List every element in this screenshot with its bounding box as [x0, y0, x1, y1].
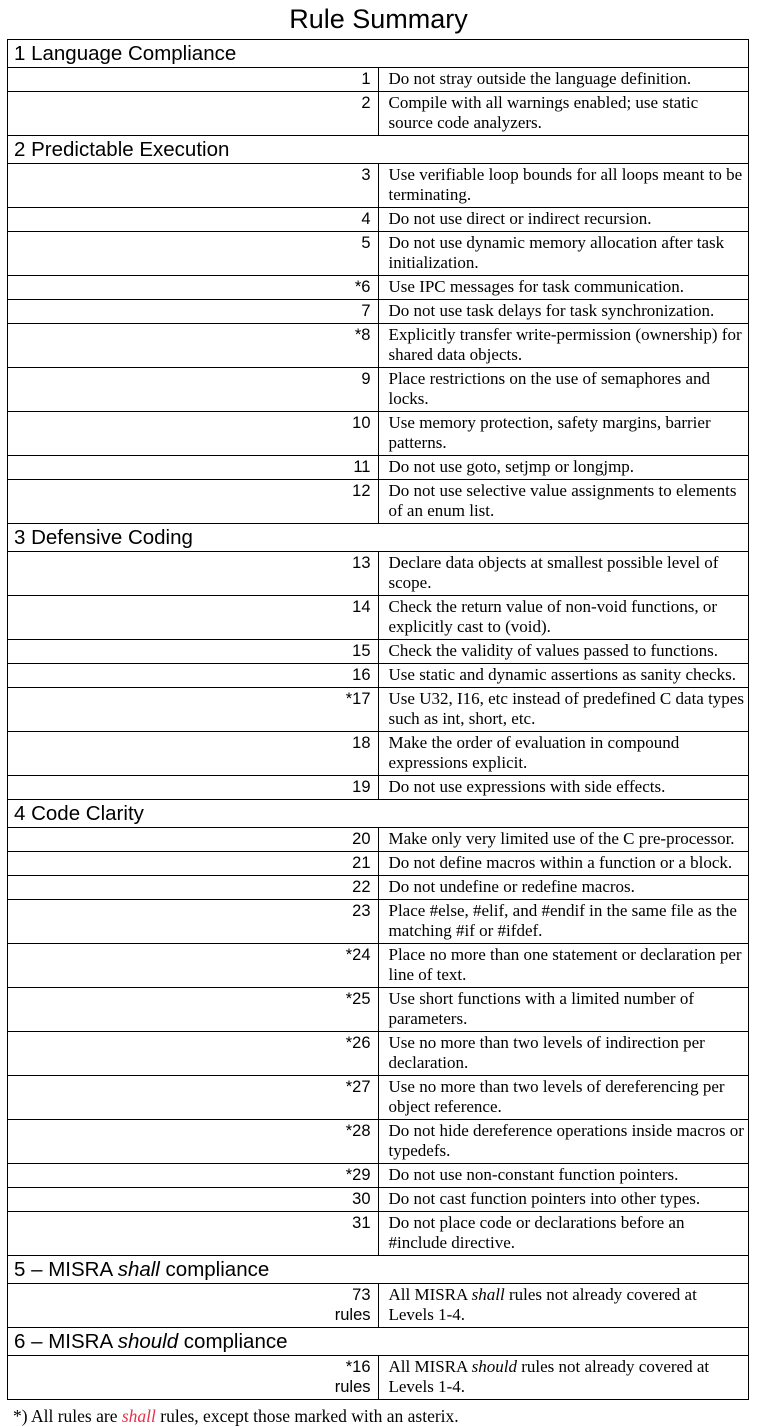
rule-text-cell	[378, 208, 749, 232]
rule-text-cell	[378, 1188, 749, 1212]
rule-text: Check the validity of values passed to functions.	[388, 641, 719, 660]
rule-number: *17	[345, 690, 371, 708]
rule-text: Do not use task delays for task synchronization.	[388, 301, 715, 320]
rule-number: *26	[345, 1034, 371, 1052]
rule-row	[8, 596, 749, 640]
rule-number: 16	[352, 666, 371, 684]
page-title: Rule Summary	[289, 4, 468, 34]
rule-number-cell	[8, 1164, 379, 1188]
rule-row	[8, 688, 749, 732]
rule-text-cell	[378, 276, 749, 300]
rule-number: 7	[361, 302, 371, 320]
rule-table-body	[8, 40, 749, 1400]
rule-text-cell	[378, 640, 749, 664]
rule-text: Place no more than one statement or declaration per line of text.	[388, 945, 742, 984]
section-header-label: 2 Predictable Execution	[14, 138, 230, 161]
rule-number: 23	[352, 902, 371, 920]
rule-text-cell	[378, 852, 749, 876]
rule-number-cell	[8, 552, 379, 596]
rule-number: 9	[361, 370, 371, 388]
section-header	[8, 524, 749, 552]
rule-number-cell	[8, 1032, 379, 1076]
rule-text-cell	[378, 68, 749, 92]
rule-number-cell	[8, 664, 379, 688]
rule-row	[8, 1120, 749, 1164]
rule-row	[8, 1188, 749, 1212]
rule-row	[8, 1284, 749, 1328]
section-header	[8, 1256, 749, 1284]
rule-number-cell	[8, 1356, 379, 1400]
rule-row	[8, 1212, 749, 1256]
rule-text: Check the return value of non-void functions, or explicitly cast to (void).	[388, 597, 718, 636]
rule-text: Do not use goto, setjmp or longjmp.	[388, 457, 635, 476]
rule-text: Do not define macros within a function or a block.	[388, 853, 733, 872]
rule-text: Use static and dynamic assertions as sanity checks.	[388, 665, 736, 684]
rule-number-cell	[8, 232, 379, 276]
rule-number-cell	[8, 1076, 379, 1120]
footnote	[13, 1406, 757, 1427]
section-header-row	[8, 40, 749, 68]
rule-number: 12	[352, 482, 371, 500]
rule-text: Do not use selective value assignments to elements of an enum list.	[388, 481, 737, 520]
rule-number-cell	[8, 1284, 379, 1328]
rule-text-post: rules not already covered at Levels 1-4.	[388, 1357, 710, 1396]
rule-number: 22	[352, 878, 371, 896]
rule-text: Compile with all warnings enabled; use static source code analyzers.	[388, 93, 699, 132]
rule-row	[8, 480, 749, 524]
rule-row	[8, 92, 749, 136]
section-header-label: 6 – MISRA	[14, 1330, 118, 1353]
rule-row	[8, 944, 749, 988]
rule-text-cell	[378, 876, 749, 900]
rule-number: 10	[352, 414, 371, 432]
rule-number-cell	[8, 732, 379, 776]
footnote-text-post: rules, except those marked with an asterix.	[155, 1406, 459, 1426]
rule-text-italic: should	[471, 1357, 517, 1376]
rule-number-cell	[8, 68, 379, 92]
rule-text: All MISRA	[388, 1357, 472, 1376]
rule-number-cell	[8, 688, 379, 732]
rule-text: Use no more than two levels of indirection per declaration.	[388, 1033, 705, 1072]
rule-number-unit: rules	[334, 1378, 371, 1396]
rule-text: Explicitly transfer write-permission (ownership) for shared data objects.	[388, 325, 742, 364]
rule-text: All MISRA	[388, 1285, 472, 1304]
rule-text-cell	[378, 688, 749, 732]
rule-text: Place restrictions on the use of semaphores and locks.	[388, 369, 710, 408]
section-header-label-italic: should	[117, 1330, 179, 1353]
rule-text: Use memory protection, safety margins, barrier patterns.	[388, 413, 711, 452]
rule-number-cell	[8, 852, 379, 876]
rule-number: 31	[352, 1214, 371, 1232]
rule-text-cell	[378, 480, 749, 524]
rule-text: Do not cast function pointers into other types.	[388, 1189, 701, 1208]
rule-text-cell	[378, 1164, 749, 1188]
rule-text: Place #else, #elif, and #endif in the same file as the matching #if or #ifdef.	[388, 901, 737, 940]
rule-text: Make only very limited use of the C pre-processor.	[388, 829, 735, 848]
rule-text-cell	[378, 732, 749, 776]
rule-text-cell	[378, 988, 749, 1032]
rule-row	[8, 324, 749, 368]
rule-text: Use IPC messages for task communication.	[388, 277, 685, 296]
rule-number-cell	[8, 208, 379, 232]
rule-number-cell	[8, 900, 379, 944]
rule-text-cell	[378, 232, 749, 276]
rule-number: 2	[361, 94, 371, 112]
rule-row	[8, 412, 749, 456]
rule-number-cell	[8, 456, 379, 480]
rule-number-cell	[8, 1120, 379, 1164]
footnote-text-pre: *) All rules are	[13, 1406, 122, 1426]
rule-row	[8, 368, 749, 412]
rule-number-cell	[8, 596, 379, 640]
rule-number: 1	[361, 70, 371, 88]
rule-number: 4	[361, 210, 371, 228]
rule-text-post: rules not already covered at Levels 1-4.	[388, 1285, 697, 1324]
rule-text-cell	[378, 900, 749, 944]
rule-text-cell	[378, 1212, 749, 1256]
rule-row	[8, 776, 749, 800]
rule-text: Do not hide dereference operations inside macros or typedefs.	[388, 1121, 744, 1160]
rule-number-cell	[8, 776, 379, 800]
rule-number-cell	[8, 480, 379, 524]
rule-row	[8, 1032, 749, 1076]
rule-number-cell	[8, 1188, 379, 1212]
rule-text-cell	[378, 324, 749, 368]
rule-number: *8	[354, 326, 371, 344]
rule-row	[8, 1356, 749, 1400]
rule-number-cell	[8, 276, 379, 300]
rule-number: 13	[352, 554, 371, 572]
rule-row	[8, 232, 749, 276]
rule-number: 15	[352, 642, 371, 660]
section-header	[8, 40, 749, 68]
rule-row	[8, 852, 749, 876]
rule-text-cell	[378, 596, 749, 640]
rule-number: 30	[352, 1190, 371, 1208]
rule-number-cell	[8, 944, 379, 988]
section-header	[8, 800, 749, 828]
rule-text: Do not use non-constant function pointers.	[388, 1165, 679, 1184]
rule-text: Use verifiable loop bounds for all loops meant to be terminating.	[388, 165, 743, 204]
rule-text: Do not place code or declarations before an #include directive.	[388, 1213, 685, 1252]
rule-number: 3	[361, 166, 371, 184]
rule-number: *28	[345, 1122, 371, 1140]
rule-row	[8, 208, 749, 232]
rule-number-cell	[8, 412, 379, 456]
rule-text-cell	[378, 412, 749, 456]
rule-row	[8, 456, 749, 480]
rule-text-cell	[378, 664, 749, 688]
rule-text-cell	[378, 1120, 749, 1164]
rule-text: Do not use dynamic memory allocation after task initialization.	[388, 233, 725, 272]
rule-text-cell	[378, 300, 749, 324]
rule-text: Do not use expressions with side effects.	[388, 777, 666, 796]
section-header-row	[8, 1256, 749, 1284]
rule-text-cell	[378, 944, 749, 988]
rule-row	[8, 276, 749, 300]
section-header	[8, 1328, 749, 1356]
rule-number-cell	[8, 988, 379, 1032]
rule-text-cell	[378, 92, 749, 136]
rule-number: *25	[345, 990, 371, 1008]
rule-text-cell	[378, 164, 749, 208]
rule-number-cell	[8, 876, 379, 900]
rule-row	[8, 828, 749, 852]
rule-summary-table	[7, 39, 749, 1400]
section-header-label-post: compliance	[159, 1258, 270, 1281]
rule-row	[8, 732, 749, 776]
rule-row	[8, 664, 749, 688]
section-header-label-post: compliance	[178, 1330, 288, 1353]
rule-number-cell	[8, 640, 379, 664]
section-header-row	[8, 136, 749, 164]
rule-text: Do not use direct or indirect recursion.	[388, 209, 652, 228]
section-header-label: 1 Language Compliance	[14, 42, 237, 65]
rule-number-cell	[8, 828, 379, 852]
rule-text-cell	[378, 368, 749, 412]
rule-text-cell	[378, 1356, 749, 1400]
section-header	[8, 136, 749, 164]
section-header-label-italic: shall	[117, 1258, 160, 1281]
rule-number: 14	[352, 598, 371, 616]
rule-number: *27	[345, 1078, 371, 1096]
section-header-label: 3 Defensive Coding	[14, 526, 193, 549]
rule-row	[8, 900, 749, 944]
rule-text: Use short functions with a limited number of parameters.	[388, 989, 694, 1028]
rule-number: *6	[354, 278, 371, 296]
rule-number: 20	[352, 830, 371, 848]
rule-text-cell	[378, 828, 749, 852]
rule-text-cell	[378, 552, 749, 596]
rule-number-cell	[8, 1212, 379, 1256]
rule-row	[8, 1076, 749, 1120]
section-header-row	[8, 800, 749, 828]
section-header-row	[8, 1328, 749, 1356]
rule-text: Use no more than two levels of dereferencing per object reference.	[388, 1077, 725, 1116]
rule-number: 21	[352, 854, 371, 872]
rule-number-cell	[8, 164, 379, 208]
rule-number-cell	[8, 300, 379, 324]
rule-number: 18	[352, 734, 371, 752]
rule-row	[8, 164, 749, 208]
rule-row	[8, 988, 749, 1032]
rule-row	[8, 876, 749, 900]
document-page	[0, 4, 757, 1426]
rule-number: *24	[345, 946, 371, 964]
rule-number: 73	[352, 1286, 371, 1304]
rule-text: Do not undefine or redefine macros.	[388, 877, 635, 896]
rule-row	[8, 1164, 749, 1188]
rule-text-cell	[378, 1032, 749, 1076]
rule-number-cell	[8, 368, 379, 412]
rule-number: 5	[361, 234, 371, 252]
rule-text-italic: shall	[471, 1285, 505, 1304]
section-header-row	[8, 524, 749, 552]
rule-text-cell	[378, 1284, 749, 1328]
rule-row	[8, 68, 749, 92]
rule-text: Make the order of evaluation in compound expressions explicit.	[388, 733, 680, 772]
rule-text-cell	[378, 1076, 749, 1120]
rule-number-cell	[8, 324, 379, 368]
rule-number: 11	[353, 458, 371, 476]
rule-text: Use U32, I16, etc instead of predefined C data types such as int, short, etc.	[388, 689, 744, 728]
rule-text-cell	[378, 776, 749, 800]
rule-text-cell	[378, 456, 749, 480]
rule-number: *29	[345, 1166, 371, 1184]
rule-number: 19	[352, 778, 371, 796]
rule-row	[8, 300, 749, 324]
rule-text: Declare data objects at smallest possible level of scope.	[388, 553, 719, 592]
rule-number-cell	[8, 92, 379, 136]
section-header-label: 4 Code Clarity	[14, 802, 144, 825]
rule-text: Do not stray outside the language definition.	[388, 69, 692, 88]
rule-number-unit: rules	[334, 1306, 371, 1324]
section-header-label: 5 – MISRA	[14, 1258, 118, 1281]
rule-row	[8, 640, 749, 664]
rule-row	[8, 552, 749, 596]
footnote-emphasis: shall	[121, 1406, 156, 1426]
rule-number: *16	[345, 1358, 371, 1376]
